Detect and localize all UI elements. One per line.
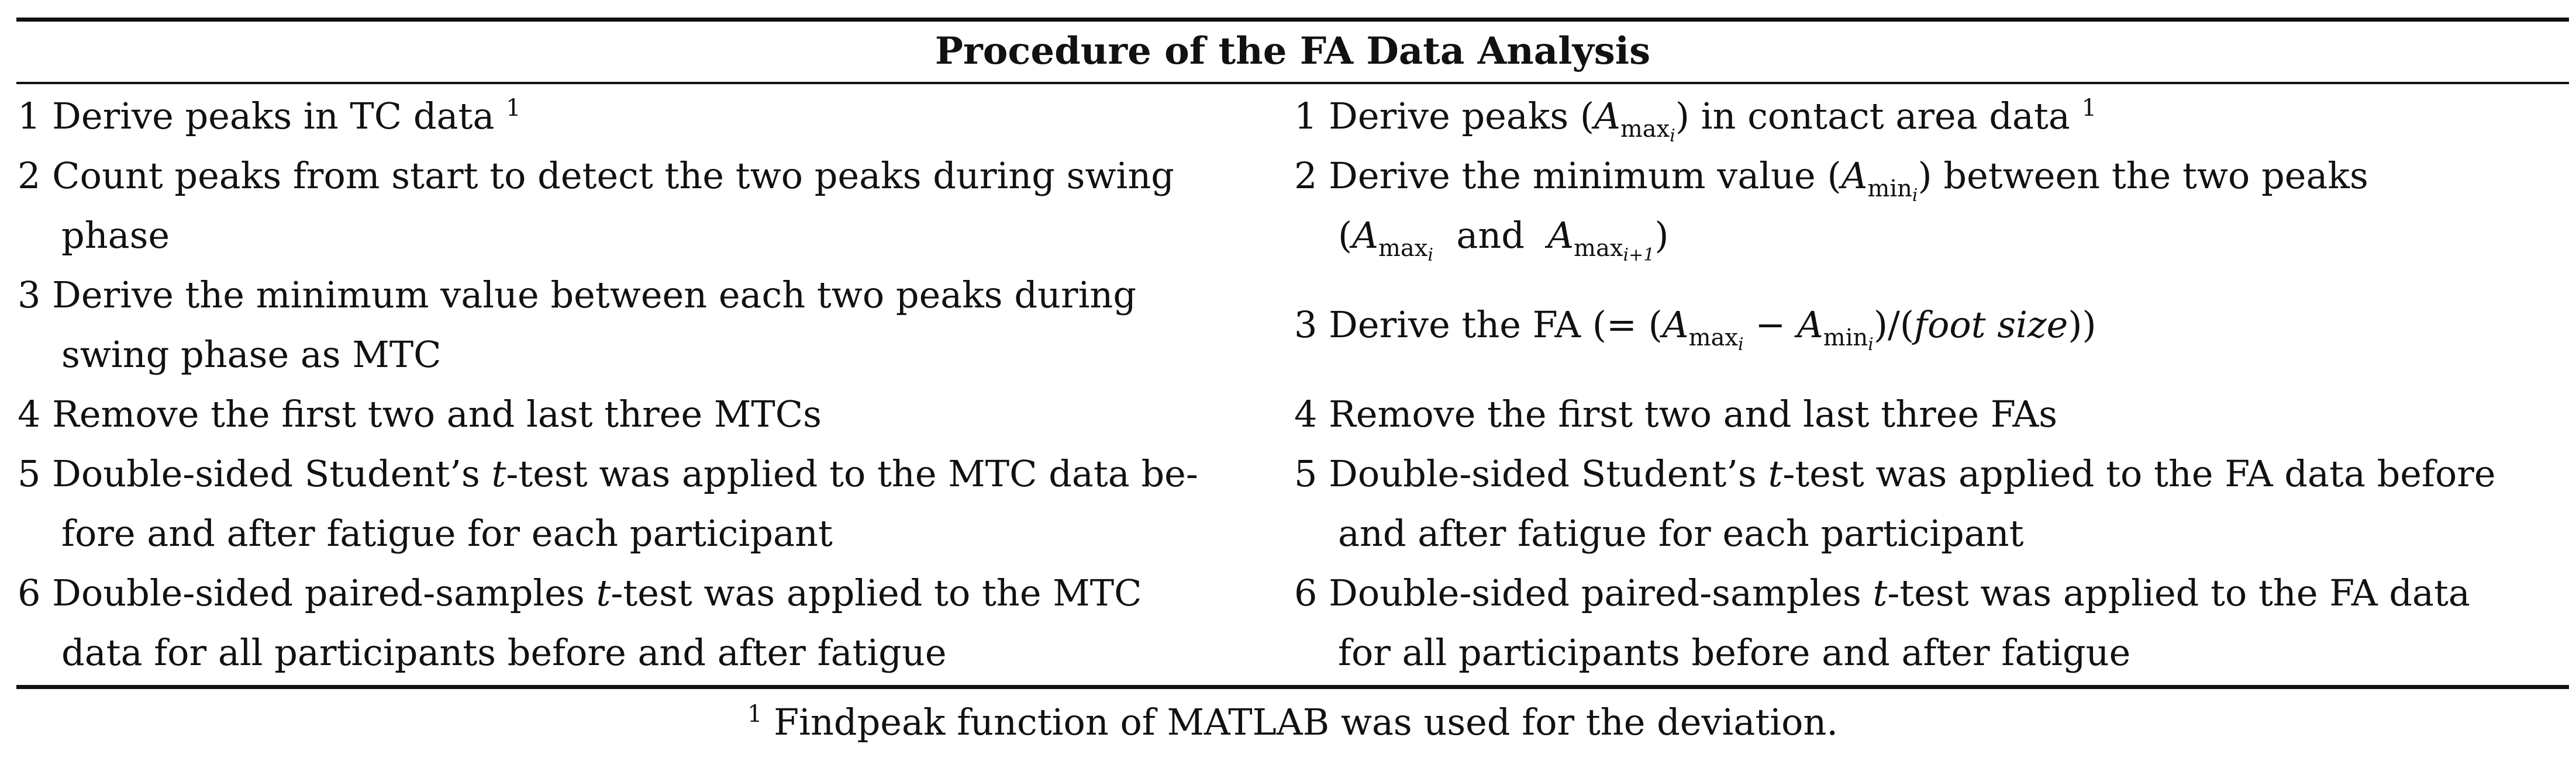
step-text-line2: ($A_{max_i}$ and $A_{max_{i+1}}$) [1338,214,1669,265]
step-text-line2: and after fatigue for each participant [1338,512,2024,555]
right-step-1 [1294,86,2096,146]
step-number: 2 [1294,154,1318,197]
left-step-5 [18,444,1198,563]
footnote-text: Findpeak function of MATLAB was used for the deviation. [774,701,1839,743]
step-text-pre: Derive the minimum value ( [1329,154,1842,197]
right-step-6 [1294,563,2470,683]
step-text-post: -test was applied to the FA data before [1782,452,2496,495]
step-text-line2: phase [61,214,170,257]
step-number: 4 [1294,393,1318,435]
minus-sign: − [1755,303,1786,346]
table-top-rule [16,18,2569,22]
left-step-6 [18,563,1142,683]
step-number: 3 [1294,303,1318,346]
step-text-post: ) in contact area data [1675,95,2070,137]
step-number: 5 [18,452,41,495]
right-step-5 [1294,444,2496,563]
step-text-pre: Derive the FA (= ( [1329,303,1663,346]
and-word: and [1456,214,1525,257]
step-text-line2: for all participants before and after fatigue [1338,631,2131,674]
table-title: Procedure of the FA Data Analysis [934,29,1651,73]
table-footnote [16,693,2569,752]
step-text-pre: Double-sided paired-samples [1329,572,1873,614]
left-step-1 [18,86,521,146]
step-text-line2: swing phase as MTC [61,333,442,376]
a-max-i-symbol: $A_{max_i}$ [1662,303,1744,355]
foot-size-term: foot size [1914,303,2068,346]
a-max-i-symbol: $A_{max_i}$ [1594,95,1675,146]
t-symbol: t [596,572,611,614]
a-min-i-symbol: $A_{min_i}$ [1841,154,1918,206]
step-text-post: ) between the two peaks [1918,154,2368,197]
step-text-post: -test was applied to the MTC [611,572,1142,614]
step-text: Remove the first two and last three MTCs [52,393,822,435]
right-step-4 [1294,385,2057,444]
step-text-post: )) [2068,303,2096,346]
step-text: Derive peaks in TC data [52,95,495,137]
a-min-i-symbol: $A_{min_i}$ [1796,303,1874,355]
t-symbol: t [491,452,506,495]
right-step-3 [1294,265,2096,385]
left-step-4 [18,385,822,444]
header-rule [16,82,2569,84]
table-bottom-rule [16,685,2569,689]
step-text-line2: data for all participants before and after fatigue [61,631,947,674]
step-number: 4 [18,393,41,435]
step-number: 3 [18,274,41,316]
step-number: 1 [1294,95,1318,137]
step-text-pre: Derive peaks ( [1329,95,1595,137]
step-text-line1: Derive the minimum value between each two peaks during [52,274,1137,316]
step-number: 6 [1294,572,1318,614]
left-step-2 [18,146,1174,265]
step-text-post: -test was applied to the FA data [1887,572,2470,614]
a-max-i-plus-1-symbol: $A_{max_{i+1}}$ [1547,214,1655,265]
t-symbol: t [1872,572,1888,614]
step-number: 6 [18,572,41,614]
step-text-mid: )/( [1873,303,1915,346]
step-text-post: -test was applied to the MTC data be- [506,452,1198,495]
step-number: 5 [1294,452,1318,495]
a-max-i-symbol: $A_{max_i}$ [1352,214,1433,265]
footnote-marker: 1 [506,95,521,122]
step-text-line1: Count peaks from start to detect the two peaks during swing [52,154,1174,197]
left-step-3 [18,265,1136,385]
footnote-marker: 1 [2081,95,2097,122]
step-text-pre: Double-sided Student’s [1329,452,1768,495]
step-text-pre: Double-sided paired-samples [52,572,596,614]
step-number: 2 [18,154,41,197]
step-text-line2: fore and after fatigue for each participant [61,512,833,555]
step-text: Remove the first two and last three FAs [1329,393,2058,435]
step-number: 1 [18,95,41,137]
right-step-2 [1294,146,2368,265]
footnote-marker: 1 [747,701,763,728]
t-symbol: t [1768,452,1783,495]
step-text-pre: Double-sided Student’s [52,452,492,495]
